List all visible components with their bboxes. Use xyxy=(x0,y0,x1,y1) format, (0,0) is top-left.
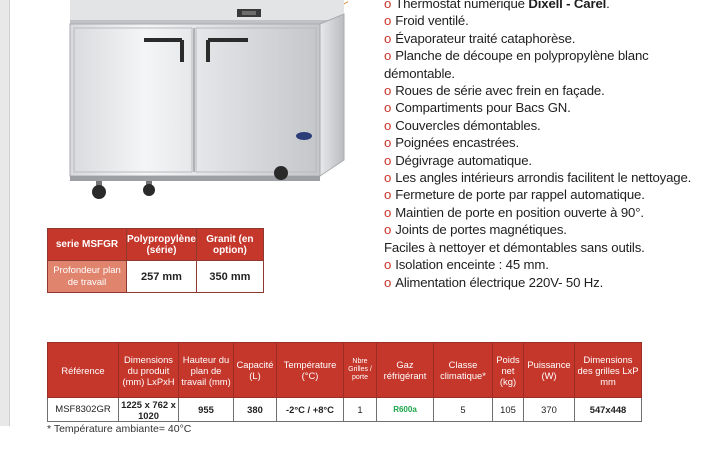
cell-grids-per-door: 1 xyxy=(344,398,377,422)
cell-capacity: 380 xyxy=(234,398,277,422)
feature-text: Les angles intérieurs arrondis facilitent le nettoyage. xyxy=(395,170,692,186)
list-item xyxy=(384,239,714,256)
feature-text: Joints de portes magnétiques. xyxy=(395,222,567,238)
table-row xyxy=(48,398,642,422)
list-item xyxy=(384,152,714,169)
feature-text: Maintien de porte en position ouverte à 90°. xyxy=(395,204,644,220)
header-refrigerant: Gaz réfrigérant xyxy=(377,343,434,398)
bullet-icon: o xyxy=(384,170,392,186)
cell-reference: MSF8302GR xyxy=(48,398,119,422)
product-image xyxy=(48,0,348,200)
bullet-icon: o xyxy=(384,257,392,273)
header-grids-per-door: Nbre Grilles / porte xyxy=(344,343,377,398)
cell-power: 370 xyxy=(524,398,575,422)
list-item xyxy=(384,274,714,291)
footnote: * Température ambiante= 40°C xyxy=(47,423,192,435)
spec-header-row xyxy=(48,343,642,398)
worktop-depth-table xyxy=(47,228,264,293)
bullet-icon: o xyxy=(384,152,392,168)
cell-dimensions: 1225 x 762 x 1020 xyxy=(119,398,179,422)
cell-refrigerant: R600a xyxy=(377,398,434,422)
page-margin-line xyxy=(9,0,10,426)
feature-text: Couvercles démontables. xyxy=(395,117,541,133)
cell-grid-dimensions: 547x448 xyxy=(575,398,642,422)
list-item xyxy=(384,82,714,99)
list-item xyxy=(384,0,714,12)
feature-text: Fermeture de porte par rappel automatique. xyxy=(395,187,645,203)
feature-text: Compartiments pour Bacs GN. xyxy=(395,100,571,116)
header-temperature: Température (°C) xyxy=(277,343,344,398)
header-reference: Référence xyxy=(48,343,119,398)
list-item xyxy=(384,99,714,116)
bullet-icon: o xyxy=(384,0,392,11)
list-item xyxy=(384,169,714,186)
bullet-icon: o xyxy=(384,135,392,151)
feature-text: Froid ventilé. xyxy=(395,13,469,29)
bullet-icon: o xyxy=(384,187,392,203)
feature-text: Planche de découpe en polypropylène blanc démontable. xyxy=(384,48,649,81)
polypropylene-header: Polypropylène (série) xyxy=(127,229,197,261)
header-worktop-height: Hauteur du plan de travail (mm) xyxy=(179,343,234,398)
list-item xyxy=(384,256,714,273)
feature-text: Poignées encastrées. xyxy=(395,135,520,151)
cell-climate-class: 5 xyxy=(434,398,493,422)
list-item xyxy=(384,204,714,221)
feature-text: Faciles à nettoyer et démontables sans outils. xyxy=(384,239,645,255)
feature-text: Thermostat numérique xyxy=(395,0,529,11)
feature-text: Évaporateur traité cataphorèse. xyxy=(395,30,576,46)
bullet-icon: o xyxy=(384,100,392,116)
page-margin-bar xyxy=(0,0,9,426)
depth-row-label: Profondeur plan de travail xyxy=(48,261,127,293)
header-net-weight: Poids net (kg) xyxy=(493,343,524,398)
bullet-icon: o xyxy=(384,222,392,238)
header-power: Puissance (W) xyxy=(524,343,575,398)
bullet-icon: o xyxy=(384,83,392,99)
bullet-icon: o xyxy=(384,30,392,46)
feature-text: Isolation enceinte : 45 mm. xyxy=(395,257,549,273)
feature-text: Dégivrage automatique. xyxy=(395,152,532,168)
bullet-icon: o xyxy=(384,117,392,133)
list-item xyxy=(384,30,714,47)
feature-text: Alimentation électrique 220V- 50 Hz. xyxy=(395,274,604,290)
list-item xyxy=(384,117,714,134)
bullet-icon: o xyxy=(384,204,392,220)
list-item xyxy=(384,12,714,29)
list-item xyxy=(384,134,714,151)
product-spec-table xyxy=(47,342,642,422)
granit-header: Granit (en option) xyxy=(196,229,263,261)
bullet-icon: o xyxy=(384,274,392,290)
list-item xyxy=(384,47,714,82)
cell-net-weight: 105 xyxy=(493,398,524,422)
header-capacity: Capacité (L) xyxy=(234,343,277,398)
bullet-icon: o xyxy=(384,13,392,29)
header-grid-dimensions: Dimensions des grilles LxP mm xyxy=(575,343,642,398)
granit-value: 350 mm xyxy=(196,261,263,293)
feature-list xyxy=(384,0,714,291)
header-dimensions: Dimensions du produit (mm) LxPxH xyxy=(119,343,179,398)
bullet-icon: o xyxy=(384,48,392,64)
feature-text: Dixell - Carel xyxy=(528,0,607,11)
cell-worktop-height: 955 xyxy=(179,398,234,422)
polypropylene-value: 257 mm xyxy=(127,261,197,293)
header-climate-class: Classe climatique* xyxy=(434,343,493,398)
feature-text: . xyxy=(606,0,610,11)
list-item xyxy=(384,186,714,203)
feature-text: Roues de série avec frein en façade. xyxy=(395,83,605,99)
cell-temperature: -2°C / +8°C xyxy=(277,398,344,422)
corner-header: serie MSFGR xyxy=(48,229,127,261)
list-item xyxy=(384,221,714,238)
